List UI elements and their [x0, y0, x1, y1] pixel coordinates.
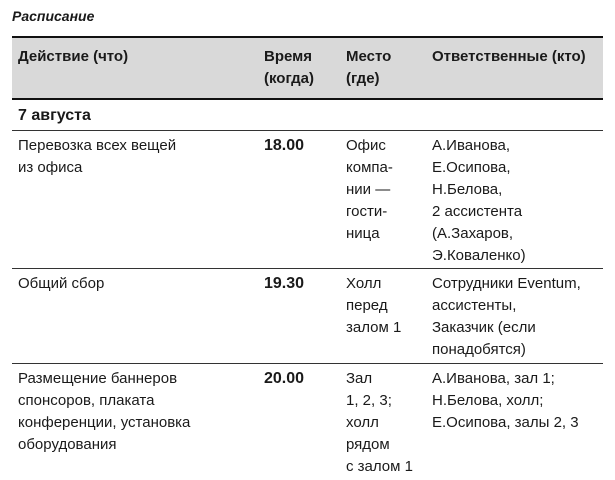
header-place: Место (где) — [346, 48, 392, 87]
row-place: Офис компа- нии — гости- ница — [346, 137, 393, 242]
header-action: Действие (что) — [18, 48, 129, 65]
row-responsible: Сотрудники Eventum, ассистенты, Заказчик (если понадобятся) — [432, 275, 581, 358]
row-action: Общий сбор — [18, 275, 105, 292]
row-action: Перевозка всех вещей из офиса — [18, 137, 177, 176]
row-place: Зал 1, 2, 3; холл рядом с залом 1 — [346, 370, 413, 475]
row-place: Холл перед залом 1 — [346, 275, 402, 336]
table-row — [12, 131, 603, 269]
row-responsible: А.Иванова, Е.Осипова, Н.Белова, 2 ассистента (А.Захаров, Э.Коваленко) — [432, 137, 526, 264]
date-section-label: 7 августа — [18, 107, 91, 124]
table-header-row — [12, 36, 603, 100]
row-time: 19.30 — [264, 275, 305, 292]
row-time: 18.00 — [264, 137, 305, 154]
table-row — [12, 269, 603, 364]
schedule-caption: Расписание — [12, 8, 95, 24]
row-action: Размещение баннеров спонсоров, плаката конференции, установка оборудования — [18, 370, 191, 453]
row-responsible: А.Иванова, зал 1; Н.Белова, холл; Е.Осипова, залы 2, 3 — [432, 370, 579, 431]
schedule-table — [12, 36, 603, 478]
header-time: Время (когда) — [264, 48, 315, 87]
header-responsible: Ответственные (кто) — [432, 48, 586, 65]
row-time: 20.00 — [264, 370, 305, 387]
table-row — [12, 364, 603, 478]
date-section-row — [12, 100, 603, 131]
